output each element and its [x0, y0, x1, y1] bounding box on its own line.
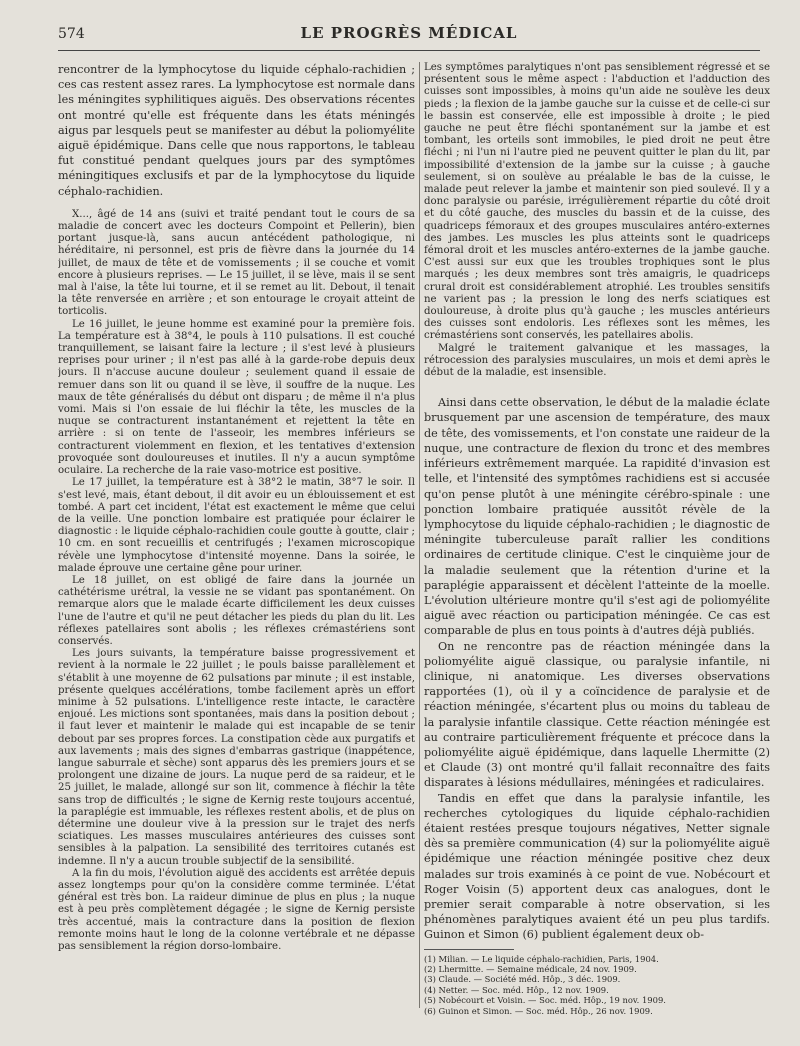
footnote: (6) Guinon et Simon. — Soc. méd. Hôp., 26 nov. 1909. [424, 1005, 653, 1016]
observation-paragraph: Le 18 juillet, on est obligé de faire dans la journée un cathétérisme urétral, la vessie ne se vidant pas spontanément. On remarque alors que le malade écarte difficilement les deux cuisses l'une de l'autre et qu'il ne peut détacher les pieds du plan du lit. Les réflexes patellaires sont abolis ; les réflexes crémastériens sont conservés. [58, 574, 415, 647]
observation-paragraph: X..., âgé de 14 ans (suivi et traité pendant tout le cours de sa maladie de concert avec les docteurs Compoint et Pellerin), bien portant jusque-là, sans aucun antécédent pathologique, ni héréditaire, ni personnel, est pris de fièvre dans la journée du 14 juillet, de maux de tête et de vomissements ; il se couche et vomit encore à plusieurs reprises. — Le 15 juillet, il se lève, mais il se sent mal à l'aise, la tête lui tourne, et il se remet au lit. Debout, il tenait la tête renversée en arrière ; et son entourage le croyait atteint de torticolis. [58, 208, 415, 318]
observation-paragraph: Les symptômes paralytiques n'ont pas sensiblement régressé et se présentent sous le même aspect : l'abduction et l'adduction des cuisses sont impossibles, à moins qu'un aide ne soulève les deux pieds ; la flexion de la jambe gauche sur la cuisse et de celle-ci sur le bassin est conservée, elle est impossible à droite ; le pied gauche ne peut être fléchi spontanément sur la jambe et est tombant, les orteils sont immobiles, le pied droit ne peut être fléchi ; ni l'un ni l'autre pied ne peuvent quitter le plan du lit, par impossibilité d'extension de la jambe sur la cuisse ; à gauche seulement, si on soulève au préalable le bas de la cuisse, le malade peut relever la jambe et maintenir son pied soulevé. Il y a donc paralysie ou parésie, irrégulièrement répartie du côté droit et du côté gauche, des muscles du bassin et de la cuisse, des quadriceps fémoraux et des groupes musculaires antéro-externes des jambes. Les muscles les plus atteints sont le quadriceps fémoral droit et les muscles antéro-externes de la jambe gauche. C'est aussi sur eux que les troubles trophiques sont le plus marqués ; les deux membres sont très amaigris, le quadriceps crural droit est considérablement atrophié. Les troubles sensitifs ne varient pas ; la pression le long des nerfs sciatiques est douloureuse, à droite plus qu'à gauche ; les muscles antérieurs des cuisses sont endoloris. Les réflexes sont les mêmes, les crémastériens sont conservés, les patellaires abolis. [424, 62, 770, 342]
observation-paragraph: Le 17 juillet, la température est à 38°2 le matin, 38°7 le soir. Il s'est levé, mais, étant debout, il dit avoir eu un éblouissement et est tombé. A part cet incident, l'état est exactement le même que celui de la veille. Une ponction lombaire est pratiquée pour éclairer le diagnostic : le liquide céphalo-rachidien coule goutte à goutte, clair ; 10 cm. en sont recueillis et centrifugés ; l'examen microscopique révèle une lymphocytose d'intensité moyenne. Dans la soirée, le malade éprouve une certaine gêne pour uriner. [58, 477, 415, 574]
observation-paragraph: Malgré le traitement galvanique et les massages, la rétrocession des paralysies musculaires, un mois et demi après le début de la maladie, est insensible. [424, 342, 770, 379]
column-divider [419, 62, 420, 1008]
footnote: (1) Milian. — Le liquide céphalo-rachidien, Paris, 1904. [424, 953, 659, 964]
running-header [58, 24, 760, 46]
discussion-paragraph: Ainsi dans cette observation, le début de la maladie éclate brusquement par une ascension de température, des maux de tête, des vomissements, et l'on constate une raideur de la nuque, une contracture de flexion du tronc et des membres inférieurs extrêmement marquée. La rapidité d'invasion est telle, et l'intensité des symptômes rachidiens est si accusée qu'on pense plutôt à une méningite cérébro-spinale : une ponction lombaire pratiquée aussitôt révèle de la lymphocytose du liquide céphalo-rachidien ; le diagnostic de méningite tuberculeuse paraît rallier les conditions ordinaires de certitude clinique. C'est le cinquième jour de la maladie seulement que la rétention d'urine et la paraplégie apparaissent et décèlent l'atteinte de la moelle. L'évolution ultérieure montre qu'il s'est agi de poliomyélite aiguë avec réaction ou participation méningée. Ce cas est comparable de plus en tous points à d'autres déjà publiés. [424, 396, 770, 638]
observation-paragraph: Le 16 juillet, le jeune homme est examiné pour la première fois. La température est à 38°4, le pouls à 110 pulsations. Il est couché tranquillement, se laisant faire la lecture ; il s'est levé à plusieurs reprises pour uriner ; il n'est pas allé à la garde-robe depuis deux jours. Il n'accuse aucune douleur ; seulement quand il essaie de remuer dans son lit ou quand il se lève, il souffre de la nuque. Les maux de tête généralisés du début ont disparu ; de même il n'a plus vomi. Mais si l'on essaie de lui fléchir la tête, les muscles de la nuque se contracturent instantanément et rejettent la tête en arrière : si on tente de l'asseoir, les membres inférieurs se contracturent violemment en flexion, et les tentatives d'extension provoquée sont douloureuses et inutiles. Il n'y a aucun symptôme oculaire. La recherche de la raie vaso-motrice est positive. [58, 318, 415, 477]
footnote: (4) Netter. — Soc. méd. Hôp., 12 nov. 1909. [424, 984, 609, 995]
left-column [58, 62, 415, 1032]
running-title: LE PROGRÈS MÉDICAL [300, 24, 518, 42]
footnote: (5) Nobécourt et Voisin. — Soc. méd. Hôp., 19 nov. 1909. [424, 995, 666, 1006]
discussion-paragraph: Tandis en effet que dans la paralysie infantile, les recherches cytologiques du liquide céphalo-rachidien étaient restées presque toujours négatives, Netter signale dès sa première communication (4) sur la poliomyélite aiguë épidémique une réaction méningée positive chez deux malades sur trois examinés à ce point de vue. Nobécourt et Roger Voisin (5) apportent deux cas analogues, dont le premier serait comparable à notre observation, si les phénomènes paralytiques avaient été un peu plus tardifs. Guinon et Simon (6) publient également deux ob- [424, 791, 770, 942]
header-rule [58, 50, 760, 51]
page-number: 574 [58, 26, 85, 42]
intro-paragraph: rencontrer de la lymphocytose du liquide céphalo-rachidien ; ces cas restent assez rares. La lymphocytose est normale dans les méningites syphilitiques aiguës. Des observations récentes ont montré qu'elle est fréquente dans les états méningés aigus par lesquels peut se manifester au début la poliomyélite aiguë épidémique. Dans celle que nous rapportons, le tableau fut constitué pendant quelques jours par des symptômes méningitiques exclusifs et par de la lymphocytose du liquide céphalo-rachidien. [58, 63, 415, 198]
footnote: (2) Lhermitte. — Semaine médicale, 24 nov. 1909. [424, 964, 637, 974]
footnotes [424, 954, 770, 1016]
observation-paragraph: A la fin du mois, l'évolution aiguë des accidents est arrêtée depuis assez longtemps pour qu'on la considère comme terminée. L'état général est très bon. La raideur diminue de plus en plus ; la nuque est à peu près complètement dégagée ; le signe de Kernig persiste très accentué, mais la contracture dans la position de flexion remonte moins haut le long de la colonne vertébrale et ne dépasse pas sensiblement la région dorso-lombaire. [58, 867, 415, 953]
discussion-paragraph: On ne rencontre pas de réaction méningée dans la poliomyélite aiguë classique, ou paralysie infantile, ni clinique, ni anatomique. Les diverses observations rapportées (1), où il y a coïncidence de paralysie et de réaction méningée, s'écartent plus ou moins du tableau de la paralysie infantile classique. Cette réaction méningée est au contraire particulièrement fréquente et précoce dans la poliomyélite aiguë épidémique, dans laquelle Lhermitte (2) et Claude (3) ont montré qu'il fallait reconnaître des faits disparates à lésions médullaires, méningées et radiculaires. [424, 639, 770, 790]
footnote-rule [424, 949, 514, 950]
observation-paragraph: Les jours suivants, la température baisse progressivement et revient à la normale le 22 juillet ; le pouls baisse parallèlement et s'établit à une moyenne de 62 pulsations par minute ; il est instable, présente quelques accélérations, tombe facilement après un effort minime à 52 pulsations. L'intelligence reste intacte, le caractère enjoué. Les mictions sont spontanées, mais dans la position debout ; il faut lever et maintenir le malade qui est incapable de se tenir debout par ses propres forces. La constipation cède aux purgatifs et aux lavements ; mais des signes d'embarras gastrique (inappétence, langue saburrale et sèche) sont apparus dès les premiers jours et se prolongent une dizaine de jours. La nuque perd de sa raideur, et le 25 juillet, le malade, allongé sur son lit, commence à fléchir la tête sans trop de difficultés ; le signe de Kernig reste toujours accentué, la paraplégie est immuable, les réflexes restent abolis, et de plus on détermine une douleur vive à la pression sur le trajet des nerfs sciatiques. Les masses musculaires antérieures des cuisses sont sensibles à la palpation. La sensibilité des territoires cutanés est indemne. Il n'y a aucun trouble subjectif de la sensibilité. [58, 648, 415, 867]
right-column [424, 62, 770, 1032]
footnote: (3) Claude. — Société méd. Hôp., 3 déc. 1909. [424, 974, 621, 985]
